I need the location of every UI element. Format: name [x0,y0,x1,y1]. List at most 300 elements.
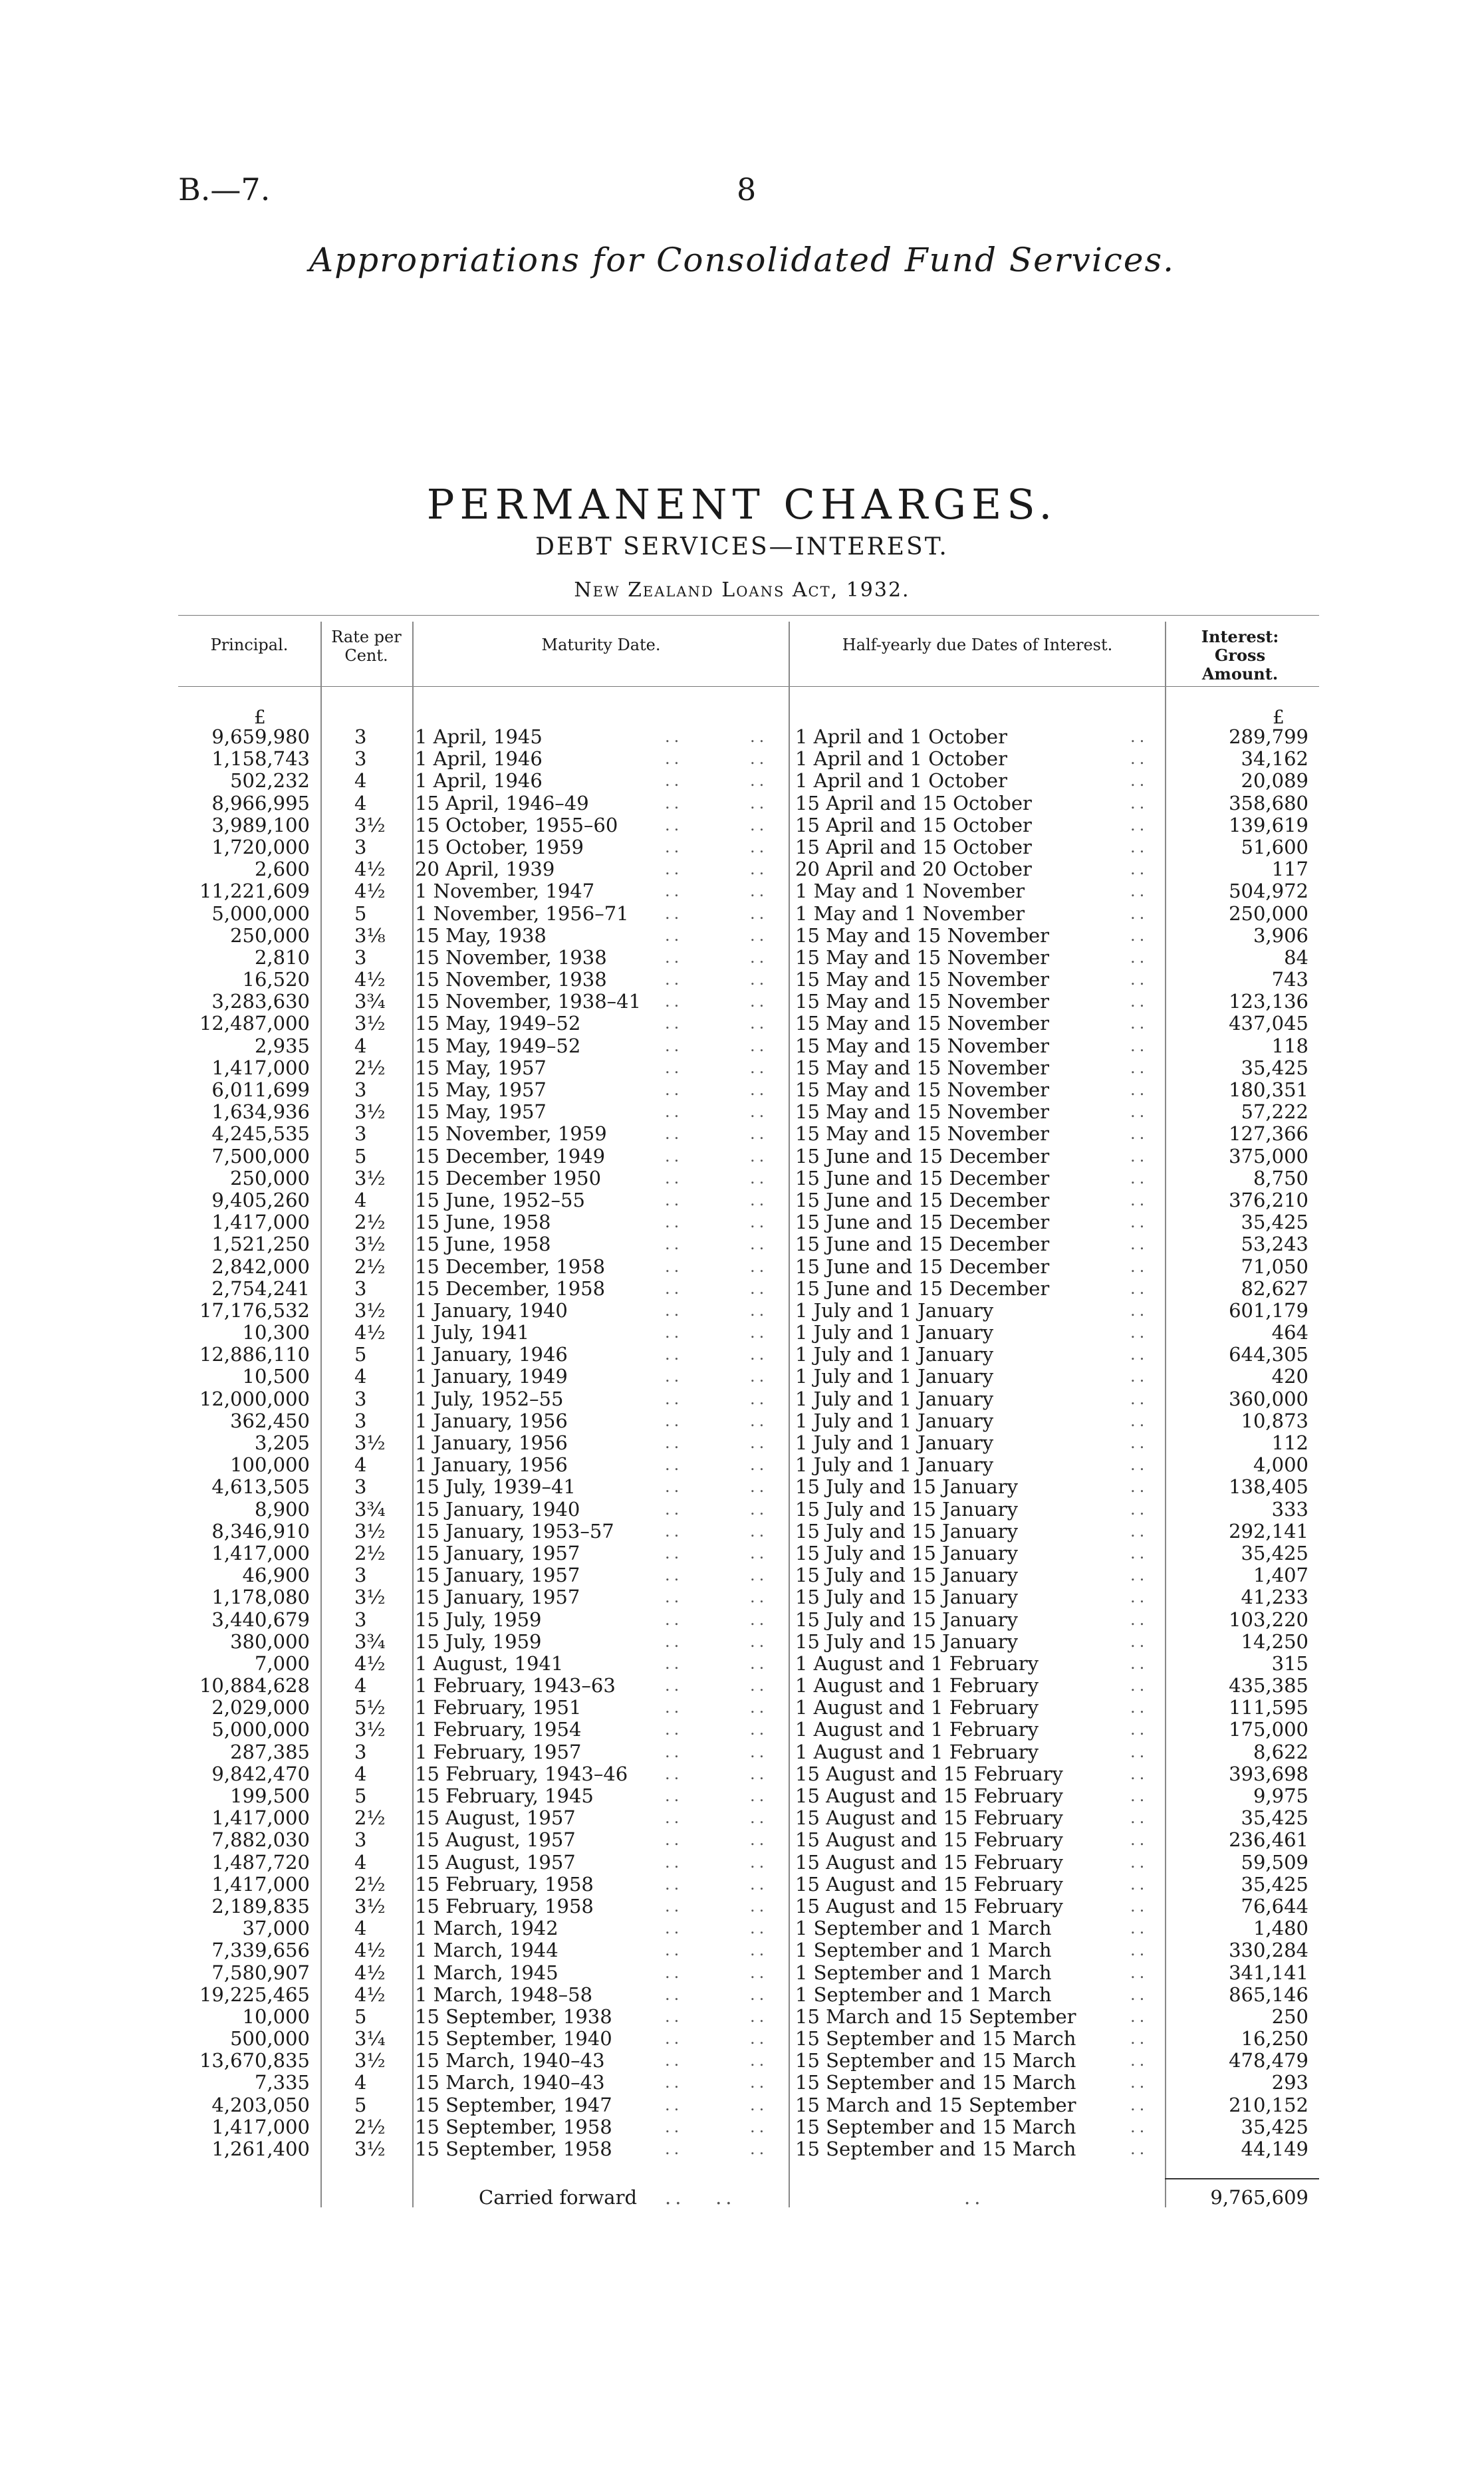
interest-cell: 35,425 [1241,1806,1308,1830]
rate-cell: 4½ [354,1321,386,1344]
table-row [0,1168,1484,1189]
leader-dots: .. [1130,1213,1149,1232]
table-row [0,1542,1484,1564]
leader-dots: .. [665,1367,683,1386]
col-head-principal: Principal. [210,636,289,654]
table-row [0,1631,1484,1653]
half-yearly-cell: 1 August and 1 February [795,1718,1039,1741]
principal-cell: 1,720,000 [211,835,310,858]
table-row [0,1829,1484,1851]
leader-dots: .. [1130,992,1149,1011]
section-subheading: DEBT SERVICES—INTEREST. [535,533,949,560]
principal-cell: 2,935 [254,1034,310,1057]
leader-dots: .. [1130,1014,1149,1033]
leader-dots: .. [1130,1080,1149,1099]
maturity-cell: 15 September, 1938 [415,2005,612,2028]
rate-cell: 4 [354,1674,367,1697]
leader-dots: .. [665,1168,683,1187]
leader-dots: .. [1130,1919,1149,1938]
interest-cell: 644,305 [1229,1343,1308,1366]
leader-dots: .. [1130,2117,1149,2136]
leader-dots: .. [665,992,683,1011]
half-yearly-cell: 15 May and 15 November [795,945,1050,969]
table-row [0,1719,1484,1741]
interest-cell: 341,141 [1229,1961,1308,1984]
leader-dots: .. [1130,925,1149,945]
interest-cell: 34,162 [1241,747,1308,771]
table-row [0,1123,1484,1145]
half-yearly-cell: 15 May and 15 November [795,1100,1050,1124]
rate-cell: 3½ [354,1718,386,1741]
table-row [0,1785,1484,1807]
interest-cell: 236,461 [1229,1828,1308,1852]
maturity-cell: 15 October, 1955–60 [415,813,618,836]
principal-cell: 10,300 [242,1321,310,1344]
maturity-cell: 15 November, 1938 [415,968,607,991]
principal-cell: 10,884,628 [199,1674,310,1697]
leader-dots: .. [750,1963,769,1982]
leader-dots: .. [665,1190,683,1209]
half-yearly-cell: 15 July and 15 January [795,1475,1018,1499]
maturity-cell: 1 January, 1956 [415,1409,568,1432]
leader-dots: .. [1130,1367,1149,1386]
principal-cell: 3,989,100 [211,813,310,836]
half-yearly-cell: 1 August and 1 February [795,1674,1039,1697]
interest-cell: 464 [1271,1321,1308,1344]
leader-dots: .. [665,1389,683,1408]
rate-cell: 4 [354,1034,367,1057]
leader-dots: .. [1130,1433,1149,1452]
maturity-cell: 15 July, 1959 [415,1630,542,1653]
maturity-cell: 1 January, 1956 [415,1453,568,1477]
principal-cell: 12,000,000 [199,1387,310,1410]
half-yearly-cell: 15 May and 15 November [795,1078,1050,1101]
leader-dots: .. [665,2117,683,2136]
leader-dots: .. [665,1874,683,1894]
interest-cell: 250,000 [1229,902,1308,925]
half-yearly-cell: 1 August and 1 February [795,1740,1039,1763]
rate-cell: 4 [354,1365,367,1388]
interest-cell: 8,622 [1253,1740,1308,1763]
leader-dots: .. [1130,1411,1149,1430]
act-heading: New Zealand Loans Act, 1932. [574,578,910,602]
leader-dots: .. [750,1521,769,1541]
maturity-cell: 15 September, 1940 [415,2027,612,2050]
principal-cell: 7,339,656 [211,1939,310,1962]
maturity-cell: 15 May, 1957 [415,1100,547,1124]
half-yearly-cell: 1 July and 1 January [795,1321,994,1344]
principal-cell: 1,417,000 [211,2115,310,2138]
principal-cell: 10,000 [242,2005,310,2028]
principal-cell: 17,176,532 [199,1298,310,1322]
principal-cell: 5,000,000 [211,1718,310,1741]
leader-dots: .. [750,1058,769,1077]
leader-dots: .. [750,1941,769,1960]
maturity-cell: 15 January, 1953–57 [415,1519,614,1542]
maturity-cell: 15 June, 1952–55 [415,1188,585,1211]
leader-dots: .. [750,1168,769,1187]
interest-cell: 376,210 [1229,1188,1308,1211]
leader-dots: .. [1130,2140,1149,2158]
leader-dots: .. [665,1080,683,1099]
leader-dots: .. [750,1499,769,1519]
leader-dots: .. [1130,815,1149,834]
leader-dots: .. [750,1808,769,1828]
principal-cell: 9,405,260 [211,1188,310,1211]
leader-dots: .. [665,1300,683,1320]
leader-dots: .. [750,1566,769,1585]
debt-table-body [0,726,1484,2160]
table-row [0,1388,1484,1410]
leader-dots: .. [750,1654,769,1673]
principal-cell: 10,500 [242,1365,310,1388]
leader-dots: .. [750,1345,769,1364]
rate-cell: 3 [354,1475,367,1499]
principal-cell: 1,521,250 [211,1233,310,1256]
half-yearly-cell: 15 September and 15 March [795,2071,1076,2094]
principal-cell: 12,886,110 [199,1343,310,1366]
leader-dots: .. [750,2051,769,2070]
leader-dots: .. [750,1543,769,1562]
interest-cell: 103,220 [1229,1608,1308,1631]
leader-dots: .. [665,860,683,879]
rate-cell: 3½ [354,813,386,836]
interest-cell: 41,233 [1241,1586,1308,1609]
leader-dots: .. [1130,882,1149,901]
table-row [0,1146,1484,1168]
principal-cell: 1,417,000 [211,1806,310,1830]
leader-dots: .. [750,904,769,923]
maturity-cell: 1 March, 1948–58 [415,1983,593,2006]
table-row [0,1233,1484,1255]
leader-dots: .. [750,947,769,967]
half-yearly-cell: 1 September and 1 March [795,1939,1052,1962]
half-yearly-cell: 15 May and 15 November [795,968,1050,991]
half-yearly-cell: 1 July and 1 January [795,1431,994,1454]
table-row [0,1079,1484,1101]
rate-cell: 4½ [354,880,386,903]
table-row [0,1521,1484,1542]
interest-cell: 71,050 [1241,1255,1308,1278]
interest-cell: 1,480 [1253,1917,1308,1940]
rate-cell: 3 [354,1409,367,1432]
page-subtitle: Appropriations for Consolidated Fund Services. [309,241,1175,279]
interest-cell: 82,627 [1241,1277,1308,1300]
principal-cell: 1,158,743 [211,747,310,771]
interest-cell: 59,509 [1241,1850,1308,1874]
table-row [0,1278,1484,1300]
leader-dots: .. [665,1235,683,1254]
principal-cell: 250,000 [230,924,310,947]
interest-cell: 57,222 [1241,1100,1308,1124]
table-row [0,969,1484,991]
interest-cell: 315 [1271,1652,1308,1675]
principal-cell: 4,203,050 [211,2093,310,2116]
table-row [0,1057,1484,1079]
maturity-cell: 15 February, 1958 [415,1872,594,1896]
half-yearly-cell: 1 July and 1 January [795,1343,994,1366]
leader-dots: .. [665,2029,683,2048]
principal-cell: 5,000,000 [211,902,310,925]
principal-cell: 4,613,505 [211,1475,310,1499]
interest-cell: 35,425 [1241,2115,1308,2138]
rate-cell: 2½ [354,1541,386,1564]
half-yearly-cell: 15 May and 15 November [795,924,1050,947]
principal-cell: 1,417,000 [211,1541,310,1564]
interest-cell: 420 [1271,1365,1308,1388]
rate-cell: 3 [354,1122,367,1146]
leader-dots: .. [665,1896,683,1915]
rate-cell: 3 [354,1387,367,1410]
interest-cell: 250 [1271,2005,1308,2028]
carried-forward-total: 9,765,609 [1210,2186,1308,2209]
leader-dots: .. [750,1852,769,1872]
rate-cell: 3 [354,1608,367,1631]
leader-dots: .. [665,727,683,746]
interest-cell: 14,250 [1241,1630,1308,1653]
leader-dots: .. [750,1411,769,1430]
table-row [0,991,1484,1013]
leader-dots: .. [750,837,769,856]
interest-cell: 112 [1271,1431,1308,1454]
maturity-cell: 15 November, 1938–41 [415,990,642,1013]
rate-cell: 5 [354,2093,367,2116]
leader-dots: .. [665,1257,683,1276]
interest-cell: 743 [1271,968,1308,991]
rate-cell: 5 [354,2005,367,2028]
table-row [0,1322,1484,1344]
table-row [0,1101,1484,1123]
table-row [0,1564,1484,1586]
maturity-cell: 15 August, 1957 [415,1806,576,1830]
rate-cell: 4 [354,769,367,793]
leader-dots: .. [665,1102,683,1122]
half-yearly-cell: 15 April and 15 October [795,835,1032,858]
leader-dots: .. [1130,1345,1149,1364]
leader-dots: .. [665,1124,683,1144]
leader-dots: .. [750,1720,769,1739]
leader-dots: .. [1130,1455,1149,1475]
maturity-cell: 1 January, 1940 [415,1298,568,1322]
leader-dots: .. [750,1830,769,1850]
leader-dots: .. [750,1036,769,1055]
interest-cell: 35,425 [1241,1056,1308,1079]
leader-dots: .. [750,1257,769,1276]
maturity-cell: 15 August, 1957 [415,1850,576,1874]
rate-cell: 4½ [354,1961,386,1984]
rate-cell: 4½ [354,1983,386,2006]
leader-dots: .. [665,2051,683,2070]
principal-cell: 1,261,400 [211,2138,310,2160]
half-yearly-cell: 1 September and 1 March [795,1961,1052,1984]
half-yearly-cell: 15 July and 15 January [795,1497,1018,1521]
interest-cell: 180,351 [1229,1078,1308,1101]
leader-dots: .. [1130,1300,1149,1320]
principal-cell: 8,900 [254,1497,310,1521]
leader-dots: .. [1130,970,1149,989]
leader-dots: .. [665,1963,683,1982]
leader-dots: .. [750,1919,769,1938]
interest-cell: 35,425 [1241,1872,1308,1896]
interest-cell: 35,425 [1241,1211,1308,1234]
maturity-cell: 15 March, 1940–43 [415,2071,605,2094]
leader-dots: .. [750,882,769,901]
table-row [0,1189,1484,1211]
principal-cell: 502,232 [230,769,310,793]
leader-dots: .. [665,1808,683,1828]
leader-dots: .. [665,1279,683,1298]
leader-dots: .. [1130,1521,1149,1541]
leader-dots: .. [665,1521,683,1541]
table-row [0,1653,1484,1675]
leader-dots: .. [665,1213,683,1232]
table-row [0,793,1484,814]
interest-cell: 111,595 [1229,1696,1308,1719]
interest-cell: 293 [1271,2071,1308,2094]
leader-dots: .. [750,1146,769,1166]
leader-dots: .. [665,1014,683,1033]
half-yearly-cell: 15 April and 15 October [795,813,1032,836]
rate-cell: 4 [354,1453,367,1477]
principal-cell: 13,670,835 [199,2049,310,2072]
table-row [0,1917,1484,1939]
carried-forward-dots: .. [964,2186,985,2209]
table-row [0,1256,1484,1278]
principal-cell: 8,346,910 [211,1519,310,1542]
leader-dots: .. [1130,1985,1149,2004]
table-row [0,836,1484,858]
table-row [0,903,1484,925]
half-yearly-cell: 15 March and 15 September [795,2093,1076,2116]
rate-cell: 3¼ [354,2027,386,2050]
header-bottom-rule [178,686,1319,687]
rate-cell: 2½ [354,1255,386,1278]
leader-dots: .. [1130,947,1149,967]
half-yearly-cell: 15 May and 15 November [795,1012,1050,1035]
leader-dots: .. [665,970,683,989]
rate-cell: 3 [354,747,367,771]
maturity-cell: 15 June, 1958 [415,1233,551,1256]
table-row [0,748,1484,770]
table-row [0,2138,1484,2160]
leader-dots: .. [1130,1102,1149,1122]
maturity-cell: 15 December, 1958 [415,1255,606,1278]
leader-dots: .. [750,1300,769,1320]
interest-cell: 330,284 [1229,1939,1308,1962]
leader-dots: .. [750,1014,769,1033]
leader-dots: .. [1130,1146,1149,1166]
leader-dots: .. [750,1279,769,1298]
interest-cell: 127,366 [1229,1122,1308,1146]
leader-dots: .. [750,2029,769,2048]
leader-dots: .. [1130,1963,1149,1982]
table-row [0,1013,1484,1035]
leader-dots: .. [665,1477,683,1497]
table-row [0,1984,1484,2006]
half-yearly-cell: 15 August and 15 February [795,1785,1063,1807]
col-head-rate: Rate per Cent. [331,628,402,665]
rate-cell: 4½ [354,1652,386,1675]
leader-dots: .. [750,1455,769,1475]
leader-dots: .. [750,1676,769,1695]
leader-dots: .. [750,1213,769,1232]
col-head-maturity: Maturity Date. [541,636,661,654]
interest-cell: 138,405 [1229,1475,1308,1499]
interest-cell: 504,972 [1229,880,1308,903]
maturity-cell: 15 September, 1958 [415,2115,612,2138]
half-yearly-cell: 15 August and 15 February [795,1894,1063,1917]
table-row [0,2006,1484,2028]
table-row [0,2050,1484,2072]
rate-cell: 3¾ [354,990,386,1013]
half-yearly-cell: 15 June and 15 December [795,1277,1050,1300]
half-yearly-cell: 15 July and 15 January [795,1608,1018,1631]
table-row [0,2072,1484,2094]
leader-dots: .. [1130,2051,1149,2070]
interest-cell: 139,619 [1229,813,1308,836]
half-yearly-cell: 1 July and 1 January [795,1453,994,1477]
maturity-cell: 15 June, 1958 [415,1211,551,1234]
maturity-cell: 15 May, 1957 [415,1056,547,1079]
maturity-cell: 1 January, 1956 [415,1431,568,1454]
leader-dots: .. [665,1543,683,1562]
maturity-cell: 15 January, 1957 [415,1586,580,1609]
leader-dots: .. [750,1080,769,1099]
principal-cell: 1,178,080 [211,1586,310,1609]
principal-cell: 362,450 [230,1409,310,1432]
leader-dots: .. [1130,1941,1149,1960]
table-row [0,1741,1484,1763]
maturity-cell: 1 April, 1946 [415,747,543,771]
principal-cell: 19,225,465 [199,1983,310,2006]
leader-dots: .. [750,1433,769,1452]
table-row [0,2094,1484,2116]
leader-dots: .. [665,1610,683,1629]
rate-cell: 3 [354,1277,367,1300]
total-rule [1165,2178,1319,2179]
leader-dots: .. [1130,860,1149,879]
maturity-cell: 1 March, 1942 [415,1917,558,1940]
leader-dots: .. [665,1345,683,1364]
maturity-cell: 1 November, 1947 [415,880,595,903]
half-yearly-cell: 1 May and 1 November [795,902,1025,925]
leader-dots: .. [665,1941,683,1960]
half-yearly-cell: 15 August and 15 February [795,1828,1063,1852]
rate-cell: 5 [354,1144,367,1168]
leader-dots: .. [1130,1698,1149,1717]
leader-dots: .. [665,882,683,901]
rate-cell: 3½ [354,1233,386,1256]
principal-cell: 16,520 [242,968,310,991]
interest-cell: 601,179 [1229,1298,1308,1322]
rate-cell: 3½ [354,1519,386,1542]
principal-cell: 287,385 [230,1740,310,1763]
leader-dots: .. [1130,1896,1149,1915]
leader-dots: .. [665,1720,683,1739]
maturity-cell: 15 September, 1958 [415,2138,612,2160]
principal-cell: 7,000 [254,1652,310,1675]
interest-cell: 10,873 [1241,1409,1308,1432]
leader-dots: .. [750,860,769,879]
half-yearly-cell: 15 July and 15 January [795,1630,1018,1653]
leader-dots: .. [1130,2029,1149,2048]
rate-cell: 5½ [354,1696,386,1719]
principal-cell: 12,487,000 [199,1012,310,1035]
half-yearly-cell: 1 July and 1 January [795,1409,994,1432]
maturity-cell: 15 May, 1938 [415,924,547,947]
rate-cell: 2½ [354,1211,386,1234]
rate-cell: 3¾ [354,1630,386,1653]
